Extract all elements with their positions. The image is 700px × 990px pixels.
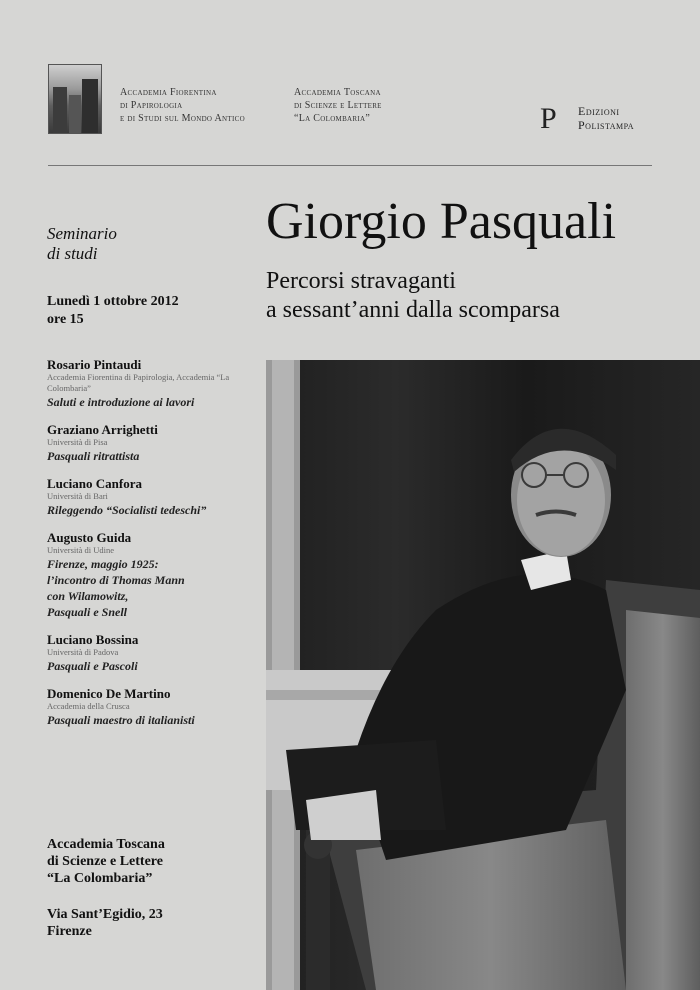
header-divider xyxy=(48,165,652,166)
event-date xyxy=(47,293,262,329)
speaker-item xyxy=(47,686,262,728)
publisher-logo-mark: P xyxy=(540,102,557,135)
subtitle-line: Percorsi stravaganti xyxy=(266,268,456,294)
event-type xyxy=(47,224,262,264)
speaker-affiliation: Università di Bari xyxy=(47,491,108,501)
speaker-affiliation: Università di Pisa xyxy=(47,437,108,447)
speaker-name: Augusto Guida xyxy=(47,530,132,545)
speaker-item xyxy=(47,476,262,518)
speaker-name: Luciano Canfora xyxy=(47,476,142,491)
speaker-name: Domenico De Martino xyxy=(47,686,171,701)
org1-line: e di Studi sul Mondo Antico xyxy=(120,113,245,124)
academy-building-logo xyxy=(48,64,102,134)
publisher-name xyxy=(578,104,634,132)
subtitle-line: a sessant’anni dalla scomparsa xyxy=(266,297,560,323)
speaker-affiliation: Università di Udine xyxy=(47,545,115,555)
event-time-line: ore 15 xyxy=(47,312,84,327)
speaker-affiliation: Università di Padova xyxy=(47,647,119,657)
speaker-talk-title: Pasquali maestro di italianisti xyxy=(47,713,195,727)
speaker-name: Graziano Arrighetti xyxy=(47,422,158,437)
speaker-name: Rosario Pintaudi xyxy=(47,357,142,372)
org2-line: Accademia Toscana xyxy=(294,87,381,98)
speaker-item xyxy=(47,422,262,464)
org1-line: di Papirologia xyxy=(120,100,183,111)
speaker-item xyxy=(47,530,262,620)
org2-line: “La Colombaria” xyxy=(294,113,371,124)
speaker-affiliation: Accademia Fiorentina di Papirologia, Accademia “La Colombaria” xyxy=(47,372,230,393)
org2-line: di Scienze e Lettere xyxy=(294,100,382,111)
event-type-line: di studi xyxy=(47,244,98,263)
org-academy-fiorentina xyxy=(120,86,290,125)
speaker-item xyxy=(47,357,262,410)
speaker-talk-title: Pasquali e Pascoli xyxy=(47,659,138,673)
speaker-name: Luciano Bossina xyxy=(47,632,139,647)
org1-line: Accademia Fiorentina xyxy=(120,87,217,98)
speaker-affiliation: Accademia della Crusca xyxy=(47,701,130,711)
venue-address: Via Sant’Egidio, 23 Firenze xyxy=(47,907,163,939)
event-type-line: Seminario xyxy=(47,224,117,243)
speaker-talk-title: Saluti e introduzione ai lavori xyxy=(47,395,195,409)
portrait-photo xyxy=(266,360,700,990)
speaker-talk-title: Rileggendo “Socialisti tedeschi” xyxy=(47,503,207,517)
event-date-line: Lunedì 1 ottobre 2012 xyxy=(47,294,179,309)
publisher-line: Polistampa xyxy=(578,118,635,132)
speaker-list xyxy=(47,357,262,740)
org-academy-toscana xyxy=(294,86,454,125)
page-subtitle xyxy=(266,267,686,325)
page-title: Giorgio Pasquali xyxy=(266,193,617,250)
speaker-item xyxy=(47,632,262,674)
speaker-talk-title: Pasquali ritrattista xyxy=(47,449,140,463)
venue-name: Accademia Toscana di Scienze e Lettere “La Colombaria” xyxy=(47,837,165,886)
portrait-illustration xyxy=(266,360,700,990)
publisher-line: Edizioni xyxy=(578,104,620,118)
speaker-talk-title: Firenze, maggio 1925: l’incontro di Thomas Mann con Wilamowitz, Pasquali e Snell xyxy=(47,557,185,619)
